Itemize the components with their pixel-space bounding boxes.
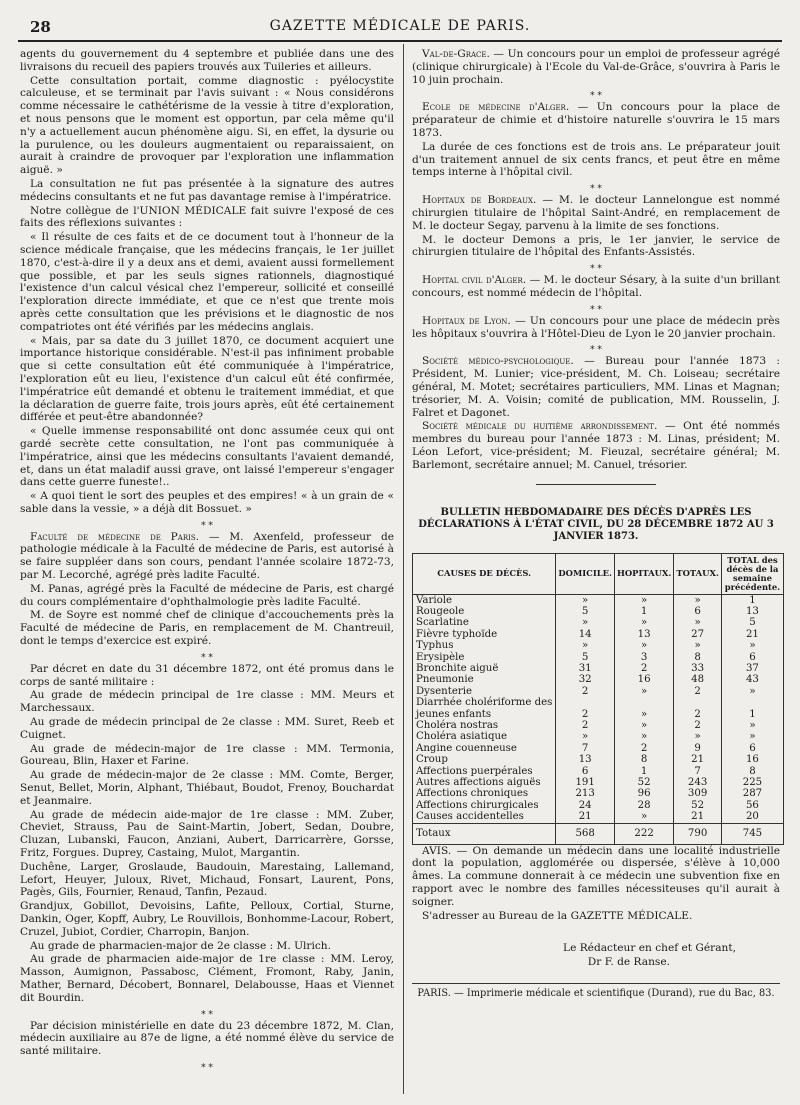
cause-cell: Angine couenneuse xyxy=(413,743,556,754)
table-row xyxy=(413,754,784,765)
paragraph: S'adresser au Bureau de la GAZETTE MÉDICALE. xyxy=(422,909,693,922)
cause-cell: Pneumonie xyxy=(413,674,556,685)
value-cell: » xyxy=(556,594,615,606)
value-cell: 31 xyxy=(556,663,615,674)
value-cell: » xyxy=(614,617,673,628)
paragraph: Cette consultation portait, comme diagnostic : pyélocystite calculeuse, et se terminait par l'avis suivant : « Nous considérons comme nécessaire le cathétérisme de la vessie à titre d'exploration, et nous pensons que le moment est opportun, par cela même qu'il n'y a actuellement aucun phénomène aigu. Si, en effet, la dysurie ou la purulence, ou les douleurs augmentaient ou reparaissaient, on aurait à craindre de provoquer par l'exploration une inflammation aiguë. » xyxy=(20,74,394,177)
cause-cell: Choléra nostras xyxy=(413,720,556,731)
table-total-row xyxy=(413,823,784,844)
cause-cell: Affections chirurgicales xyxy=(413,800,556,811)
paragraph: Au grade de médecin-major de 2e classe : MM. Comte, Berger, Senut, Bellet, Morin, Alphant, Thiébaut, Boudot, Frenoy, Bouchardat et Jeanmaire. xyxy=(20,769,394,807)
table-row xyxy=(413,606,784,617)
value-cell: 96 xyxy=(614,788,673,799)
value-cell: 2 xyxy=(674,720,722,731)
bulletin-title: BULLETIN HEBDOMADAIRE DES DÉCÈS D'APRÈS LES DÉCLARATIONS À L'ÉTAT CIVIL, DU 28 DÉCEMBRE 1872 AU 3 JANVIER 1873. xyxy=(418,506,774,542)
value-cell: 287 xyxy=(721,788,783,799)
value-cell: 3 xyxy=(614,652,673,663)
value-cell: » xyxy=(721,640,783,651)
value-cell: » xyxy=(614,811,673,823)
table-row xyxy=(413,800,784,811)
paragraph: « Quelle immense responsabilité ont donc assumée ceux qui ont gardé secrète cette consultation, ne l'ont pas communiquée à l'impératrice, ainsi que les médecins consultants l'avaient demandé, et, dans un état maladif aussi grave, ont laissé l'empereur s'engager dans cette guerre funeste!.. xyxy=(20,425,394,489)
value-cell: 24 xyxy=(556,800,615,811)
cause-cell: Choléra asiatique xyxy=(413,731,556,742)
page-title: GAZETTE MÉDICALE DE PARIS. xyxy=(269,18,531,34)
section-heading: Faculté de médecine de Paris. xyxy=(30,530,200,543)
cause-cell: Affections puerpérales xyxy=(413,766,556,777)
paragraph: M. Panas, agrégé près la Faculté de médecine de Paris, est chargé du cours complémentaire d'ophthalmologie près ladite Faculté. xyxy=(20,582,394,608)
paragraph: Grandjux, Gobillot, Devoisins, Lafite, Pelloux, Cortial, Sturne, Dankin, Oger, Kopff, Aubry, Le Rouvillois, Bonhomme-Lacour, Robert, Cruzel, Jubiot, Cordier, Charropin, Banjon. xyxy=(20,900,394,938)
value-cell: 7 xyxy=(556,743,615,754)
value-cell: » xyxy=(614,640,673,651)
section-heading: Hopitaux de Bordeaux. xyxy=(422,194,537,207)
value-cell: » xyxy=(674,617,722,628)
value-cell: 8 xyxy=(614,754,673,765)
value-cell: 225 xyxy=(721,777,783,788)
value-cell: 2 xyxy=(556,709,615,720)
paragraph xyxy=(412,194,780,232)
value-cell: 2 xyxy=(556,720,615,731)
section-separator: ⁎ ⁎ xyxy=(590,342,602,353)
value-cell: » xyxy=(614,731,673,742)
value-cell: 13 xyxy=(721,606,783,617)
cause-cell: Scarlatine xyxy=(413,617,556,628)
paragraph: « Mais, par sa date du 3 juillet 1870, ce document acquiert une importance historique considérable. N'est-il pas infiniment probable que si cette consultation eût été communiquée à l'impératrice, l'exploration eût eu lieu, l'existence d'un calcul eût été confirmée, l'impératrice eût demandé et obtenu le traitement immédiat, et que la déclaration de guerre faite, trois jours après, eût été certainement différée et peut-être abandonnée? xyxy=(20,334,394,424)
value-cell: 21 xyxy=(721,629,783,640)
section-separator: ⁎ ⁎ xyxy=(201,1059,213,1070)
mortality-table xyxy=(412,553,784,845)
value-cell: 8 xyxy=(721,766,783,777)
paragraph: Par décision ministérielle en date du 23 décembre 1872, M. Clan, médecin auxiliaire au 87e de ligne, a été nommé élève du service de santé militaire. xyxy=(20,1019,394,1058)
value-cell: 213 xyxy=(556,788,615,799)
right-column xyxy=(412,48,780,1001)
value-cell: 191 xyxy=(556,777,615,788)
table-row xyxy=(413,788,784,799)
table-row xyxy=(413,674,784,685)
value-cell: » xyxy=(721,731,783,742)
value-cell: 2 xyxy=(674,686,722,697)
value-cell: » xyxy=(556,731,615,742)
paragraph: Notre collègue de l'UNION MÉDICALE fait suivre l'exposé de ces faits des réflexions suivantes : xyxy=(20,204,394,230)
paragraph xyxy=(412,315,780,341)
value-cell: 5 xyxy=(556,606,615,617)
value-cell: 6 xyxy=(556,766,615,777)
paragraph xyxy=(412,420,780,471)
cause-cell: Croup xyxy=(413,754,556,765)
table-row xyxy=(413,640,784,651)
value-cell: » xyxy=(674,731,722,742)
table-row xyxy=(413,686,784,697)
value-cell: » xyxy=(614,709,673,720)
table-row xyxy=(413,743,784,754)
value-cell: 13 xyxy=(556,754,615,765)
table-row xyxy=(413,811,784,823)
value-cell: » xyxy=(614,594,673,606)
value-cell xyxy=(721,697,783,708)
section-heading: Ecole de médecine d'Alger. xyxy=(422,101,570,114)
table-row xyxy=(413,652,784,663)
paragraph: « A quoi tient le sort des peuples et des empires! « à un grain de « sable dans la vessie, » a déjà dit Bossuet. » xyxy=(20,490,394,515)
section-separator: ⁎ ⁎ xyxy=(590,261,602,272)
value-cell: 5 xyxy=(721,617,783,628)
value-cell: 1 xyxy=(721,594,783,606)
total-value-cell: 568 xyxy=(556,823,615,844)
total-value-cell: 745 xyxy=(721,823,783,844)
footer-rule xyxy=(412,983,780,984)
value-cell: 21 xyxy=(674,754,722,765)
value-cell: 1 xyxy=(614,766,673,777)
value-cell: » xyxy=(721,720,783,731)
table-row xyxy=(413,697,784,708)
column-divider xyxy=(403,44,404,1094)
section-separator: ⁎ ⁎ xyxy=(201,517,213,528)
table-header-cell: TOTAL des décès de la semaine précédente. xyxy=(721,553,783,594)
table-row xyxy=(413,777,784,788)
value-cell: 13 xyxy=(614,629,673,640)
value-cell: 48 xyxy=(674,674,722,685)
table-row xyxy=(413,663,784,674)
table-row xyxy=(413,720,784,731)
table-row xyxy=(413,617,784,628)
paragraph: Au grade de médecin-major de 1re classe : MM. Termonia, Goureau, Blin, Haxer et Farine. xyxy=(20,742,394,768)
paragraph-text: — On demande un médecin dans une localité industrielle dont la population, agglomérée ou dispersée, s'élève à 10,000 âmes. La commune donnerait à ce médecin une subvention fixe en rapport avec le nombre des familles nécessiteuses qu'il aurait à soigner. xyxy=(412,844,780,908)
paragraph-text: — M. Axenfeld, professeur de pathologie médicale à la Faculté de médecine de Paris, est autorisé à se faire suppléer dans son cours, pendant l'année scolaire 1872-73, par M. Lecorché, agrégé près ladite Faculté. xyxy=(20,530,394,582)
paragraph-text: — Un concours pour la place de préparateur de chimie et d'histoire naturelle s'ouvrira le 15 mars 1873. xyxy=(412,101,780,139)
cause-cell: Causes accidentelles xyxy=(413,811,556,823)
cause-cell: Dysenterie xyxy=(413,686,556,697)
cause-cell: Affections chroniques xyxy=(413,788,556,799)
value-cell: 309 xyxy=(674,788,722,799)
paragraph: Duchêne, Larger, Groslaude, Baudouin, Marestaing, Lallemand, Lefort, Heuyer, Juloux, Rivet, Michaud, Fonsart, Laurent, Pons, Pagès, Gils, Fournier, Renaud, Tanfin, Pezaud. xyxy=(20,860,394,899)
paragraph xyxy=(412,355,780,419)
value-cell: 9 xyxy=(674,743,722,754)
section-separator: ⁎ ⁎ xyxy=(590,88,602,99)
cause-cell: Erysipèle xyxy=(413,652,556,663)
section-heading: Société médicale du huitième arrondissement. xyxy=(422,420,658,433)
paragraph: M. le docteur Demons a pris, le 1er janvier, le service de chirurgien titulaire de l'hôpital des Enfants-Assistés. xyxy=(412,233,780,259)
value-cell: 37 xyxy=(721,663,783,674)
value-cell: 1 xyxy=(721,709,783,720)
cause-cell: Rougeole xyxy=(413,606,556,617)
paragraph-text: — M. le docteur Lannelongue est nommé chirurgien titulaire de l'hôpital Saint-André, en remplacement de M. le docteur Segay, parvenu à la limite de ses fonctions. xyxy=(412,194,780,232)
table-header-cell: CAUSES DE DÉCÈS. xyxy=(413,553,556,594)
value-cell: 21 xyxy=(674,811,722,823)
page-number: 28 xyxy=(30,18,51,36)
value-cell: 8 xyxy=(674,652,722,663)
value-cell: » xyxy=(556,617,615,628)
table-row xyxy=(413,629,784,640)
value-cell: 32 xyxy=(556,674,615,685)
value-cell: 56 xyxy=(721,800,783,811)
paragraph: Par décret en date du 31 décembre 1872, ont été promus dans le corps de santé militaire : xyxy=(20,662,394,688)
value-cell: 43 xyxy=(721,674,783,685)
cause-cell: Fièvre typhoïde xyxy=(413,629,556,640)
left-column xyxy=(20,48,394,1073)
paragraph xyxy=(412,274,780,300)
value-cell xyxy=(674,697,722,708)
value-cell: 27 xyxy=(674,629,722,640)
total-value-cell: 222 xyxy=(614,823,673,844)
paragraph: Au grade de pharmacien-major de 2e classe : M. Ulrich. xyxy=(30,939,331,952)
value-cell: 16 xyxy=(721,754,783,765)
signature-name: Dr F. de Ranse. xyxy=(587,956,670,969)
cause-cell: Typhus xyxy=(413,640,556,651)
table-row xyxy=(413,766,784,777)
paragraph: « Il résulte de ces faits et de ce document tout à l'honneur de la science médicale française, que les médecins français, le 1er juillet 1870, c'est-à-dire il y a deux ans et demi, avaient aussi formellement que possible, et par les seuls signes rationnels, diagnostiqué l'existence d'un calcul vésical chez l'empereur, sollicité et conseillé l'exploration directe immédiate, et que ce n'est que trente mois après cette consultation que les prévisions et le diagnostic de nos compatriotes ont été vérifiés par les médecins anglais. xyxy=(20,231,394,333)
cause-cell: Autres affections aiguës xyxy=(413,777,556,788)
divider xyxy=(536,484,656,485)
value-cell: 7 xyxy=(674,766,722,777)
value-cell: 52 xyxy=(614,777,673,788)
value-cell: 33 xyxy=(674,663,722,674)
paragraph: La durée de ces fonctions est de trois ans. Le préparateur jouit d'un traitement annuel de six cents francs, et peut être en même temps interne à l'hôpital civil. xyxy=(412,140,780,179)
value-cell: 28 xyxy=(614,800,673,811)
value-cell: 5 xyxy=(556,652,615,663)
paragraph xyxy=(412,845,780,909)
total-value-cell: 790 xyxy=(674,823,722,844)
cause-cell: Bronchite aiguë xyxy=(413,663,556,674)
section-heading: Hopital civil d'Alger. xyxy=(422,274,527,287)
section-heading: Val-de-Grace. xyxy=(422,48,490,60)
paragraph: Au grade de médecin aide-major de 1re classe : MM. Zuber, Cheviet, Strauss, Pau de Saint-Martin, Jobert, Sedan, Doubre, Cluzan, Lubanski, Faucon, Anziani, Aubert, Darricarrère, Gorsse, Fritz, Forgues. Duprey, Castaing, Mulot, Margantin. xyxy=(20,808,394,860)
paragraph-text: — Bureau pour l'année 1873 : Président, M. Lunier; vice-président, M. Ch. Loiseau; secrétaire général, M. Motet; secrétaires particuliers, MM. Linas et Magnan; trésorier, M. A. Voisin; comité de publication, MM. Rousselin, J. Falret et Dagonet. xyxy=(412,355,780,419)
paragraph-text: — M. le docteur Sésary, à la suite d'un brillant concours, est nommé médecin de l'hôpital. xyxy=(412,274,781,299)
paragraph xyxy=(412,101,780,139)
table-row xyxy=(413,709,784,720)
value-cell: 20 xyxy=(721,811,783,823)
paragraph xyxy=(20,531,394,582)
paragraph: agents du gouvernement du 4 septembre et publiée dans une des livraisons du recueil des papiers trouvés aux Tuileries et ailleurs. xyxy=(20,48,394,73)
table-row xyxy=(413,594,784,606)
value-cell: » xyxy=(614,686,673,697)
page-header xyxy=(18,16,782,40)
header-rule xyxy=(18,40,782,42)
table-header-row xyxy=(413,553,784,594)
value-cell: 2 xyxy=(614,743,673,754)
value-cell: 6 xyxy=(721,743,783,754)
paragraph-text: — Un concours pour un emploi de professeur agrégé (clinique chirurgicale) à l'Ecole du Val-de-Grâce, s'ouvrira à Paris le 10 juin prochain. xyxy=(412,48,780,86)
paragraph-text: — Ont été nommés membres du bureau pour l'année 1873 : M. Linas, président; M. Léon Lefort, vice-président; M. Fieuzal, secrétaire général; M. Barlemont, secrétaire annuel; M. Canuel, trésorier. xyxy=(412,420,780,471)
value-cell: 2 xyxy=(674,709,722,720)
section-separator: ⁎ ⁎ xyxy=(201,1006,213,1017)
value-cell: 14 xyxy=(556,629,615,640)
signature-line: Le Rédacteur en chef et Gérant, xyxy=(563,942,736,955)
cause-cell: Variole xyxy=(413,594,556,606)
value-cell xyxy=(614,697,673,708)
paragraph-text: — Un concours pour une place de médecin près les hôpitaux s'ouvrira à l'Hôtel-Dieu de Lyon le 20 janvier prochain. xyxy=(412,314,780,340)
section-separator: ⁎ ⁎ xyxy=(201,649,213,660)
section-separator: ⁎ ⁎ xyxy=(590,181,602,192)
value-cell: 2 xyxy=(614,663,673,674)
table-header-cell: TOTAUX. xyxy=(674,553,722,594)
value-cell: 6 xyxy=(674,606,722,617)
value-cell: 243 xyxy=(674,777,722,788)
value-cell: » xyxy=(721,686,783,697)
printer-footer: PARIS. — Imprimerie médicale et scientifique (Durand), rue du Bac, 83. xyxy=(417,988,775,1000)
value-cell: 16 xyxy=(614,674,673,685)
section-separator: ⁎ ⁎ xyxy=(590,301,602,312)
cause-cell: jeunes enfants xyxy=(413,709,556,720)
value-cell: » xyxy=(614,720,673,731)
cause-cell: Diarrhée cholériforme des xyxy=(413,697,556,708)
value-cell: 1 xyxy=(614,606,673,617)
value-cell: » xyxy=(556,640,615,651)
section-heading: Hopitaux de Lyon. xyxy=(422,314,511,327)
value-cell xyxy=(556,697,615,708)
value-cell: 2 xyxy=(556,686,615,697)
table-body xyxy=(413,594,784,844)
total-label-cell: Totaux xyxy=(413,823,556,844)
table-header-cell: HOPITAUX. xyxy=(614,553,673,594)
value-cell: 6 xyxy=(721,652,783,663)
paragraph: Au grade de pharmacien aide-major de 1re classe : MM. Leroy, Masson, Aumignon, Passabosc, Clément, Fromont, Raby, Janin, Mather, Bernard, Décobert, Bonnarel, Delabousse, Haas et Viennet dit Bourdin. xyxy=(20,953,394,1004)
value-cell: 52 xyxy=(674,800,722,811)
paragraph xyxy=(412,48,780,86)
paragraph: Au grade de médecin principal de 1re classe : MM. Meurs et Marchessaux. xyxy=(20,689,394,715)
paragraph: Au grade de médecin principal de 2e classe : MM. Suret, Reeb et Cuignet. xyxy=(20,716,394,741)
value-cell: 21 xyxy=(556,811,615,823)
paragraph: La consultation ne fut pas présentée à la signature des autres médecins consultants et ne fut pas davantage remise à l'impératrice. xyxy=(20,177,394,203)
table-row xyxy=(413,731,784,742)
paragraph: M. de Soyre est nommé chef de clinique d'accouchements près la Faculté de médecine de Paris, en remplacement de M. Chantreuil, dont le temps d'exercice est expiré. xyxy=(20,609,394,648)
value-cell: » xyxy=(674,594,722,606)
value-cell: » xyxy=(674,640,722,651)
section-heading: Société médico-psychologique. xyxy=(422,355,574,368)
section-heading: AVIS. xyxy=(422,844,452,857)
table-header-cell: DOMICILE. xyxy=(556,553,615,594)
